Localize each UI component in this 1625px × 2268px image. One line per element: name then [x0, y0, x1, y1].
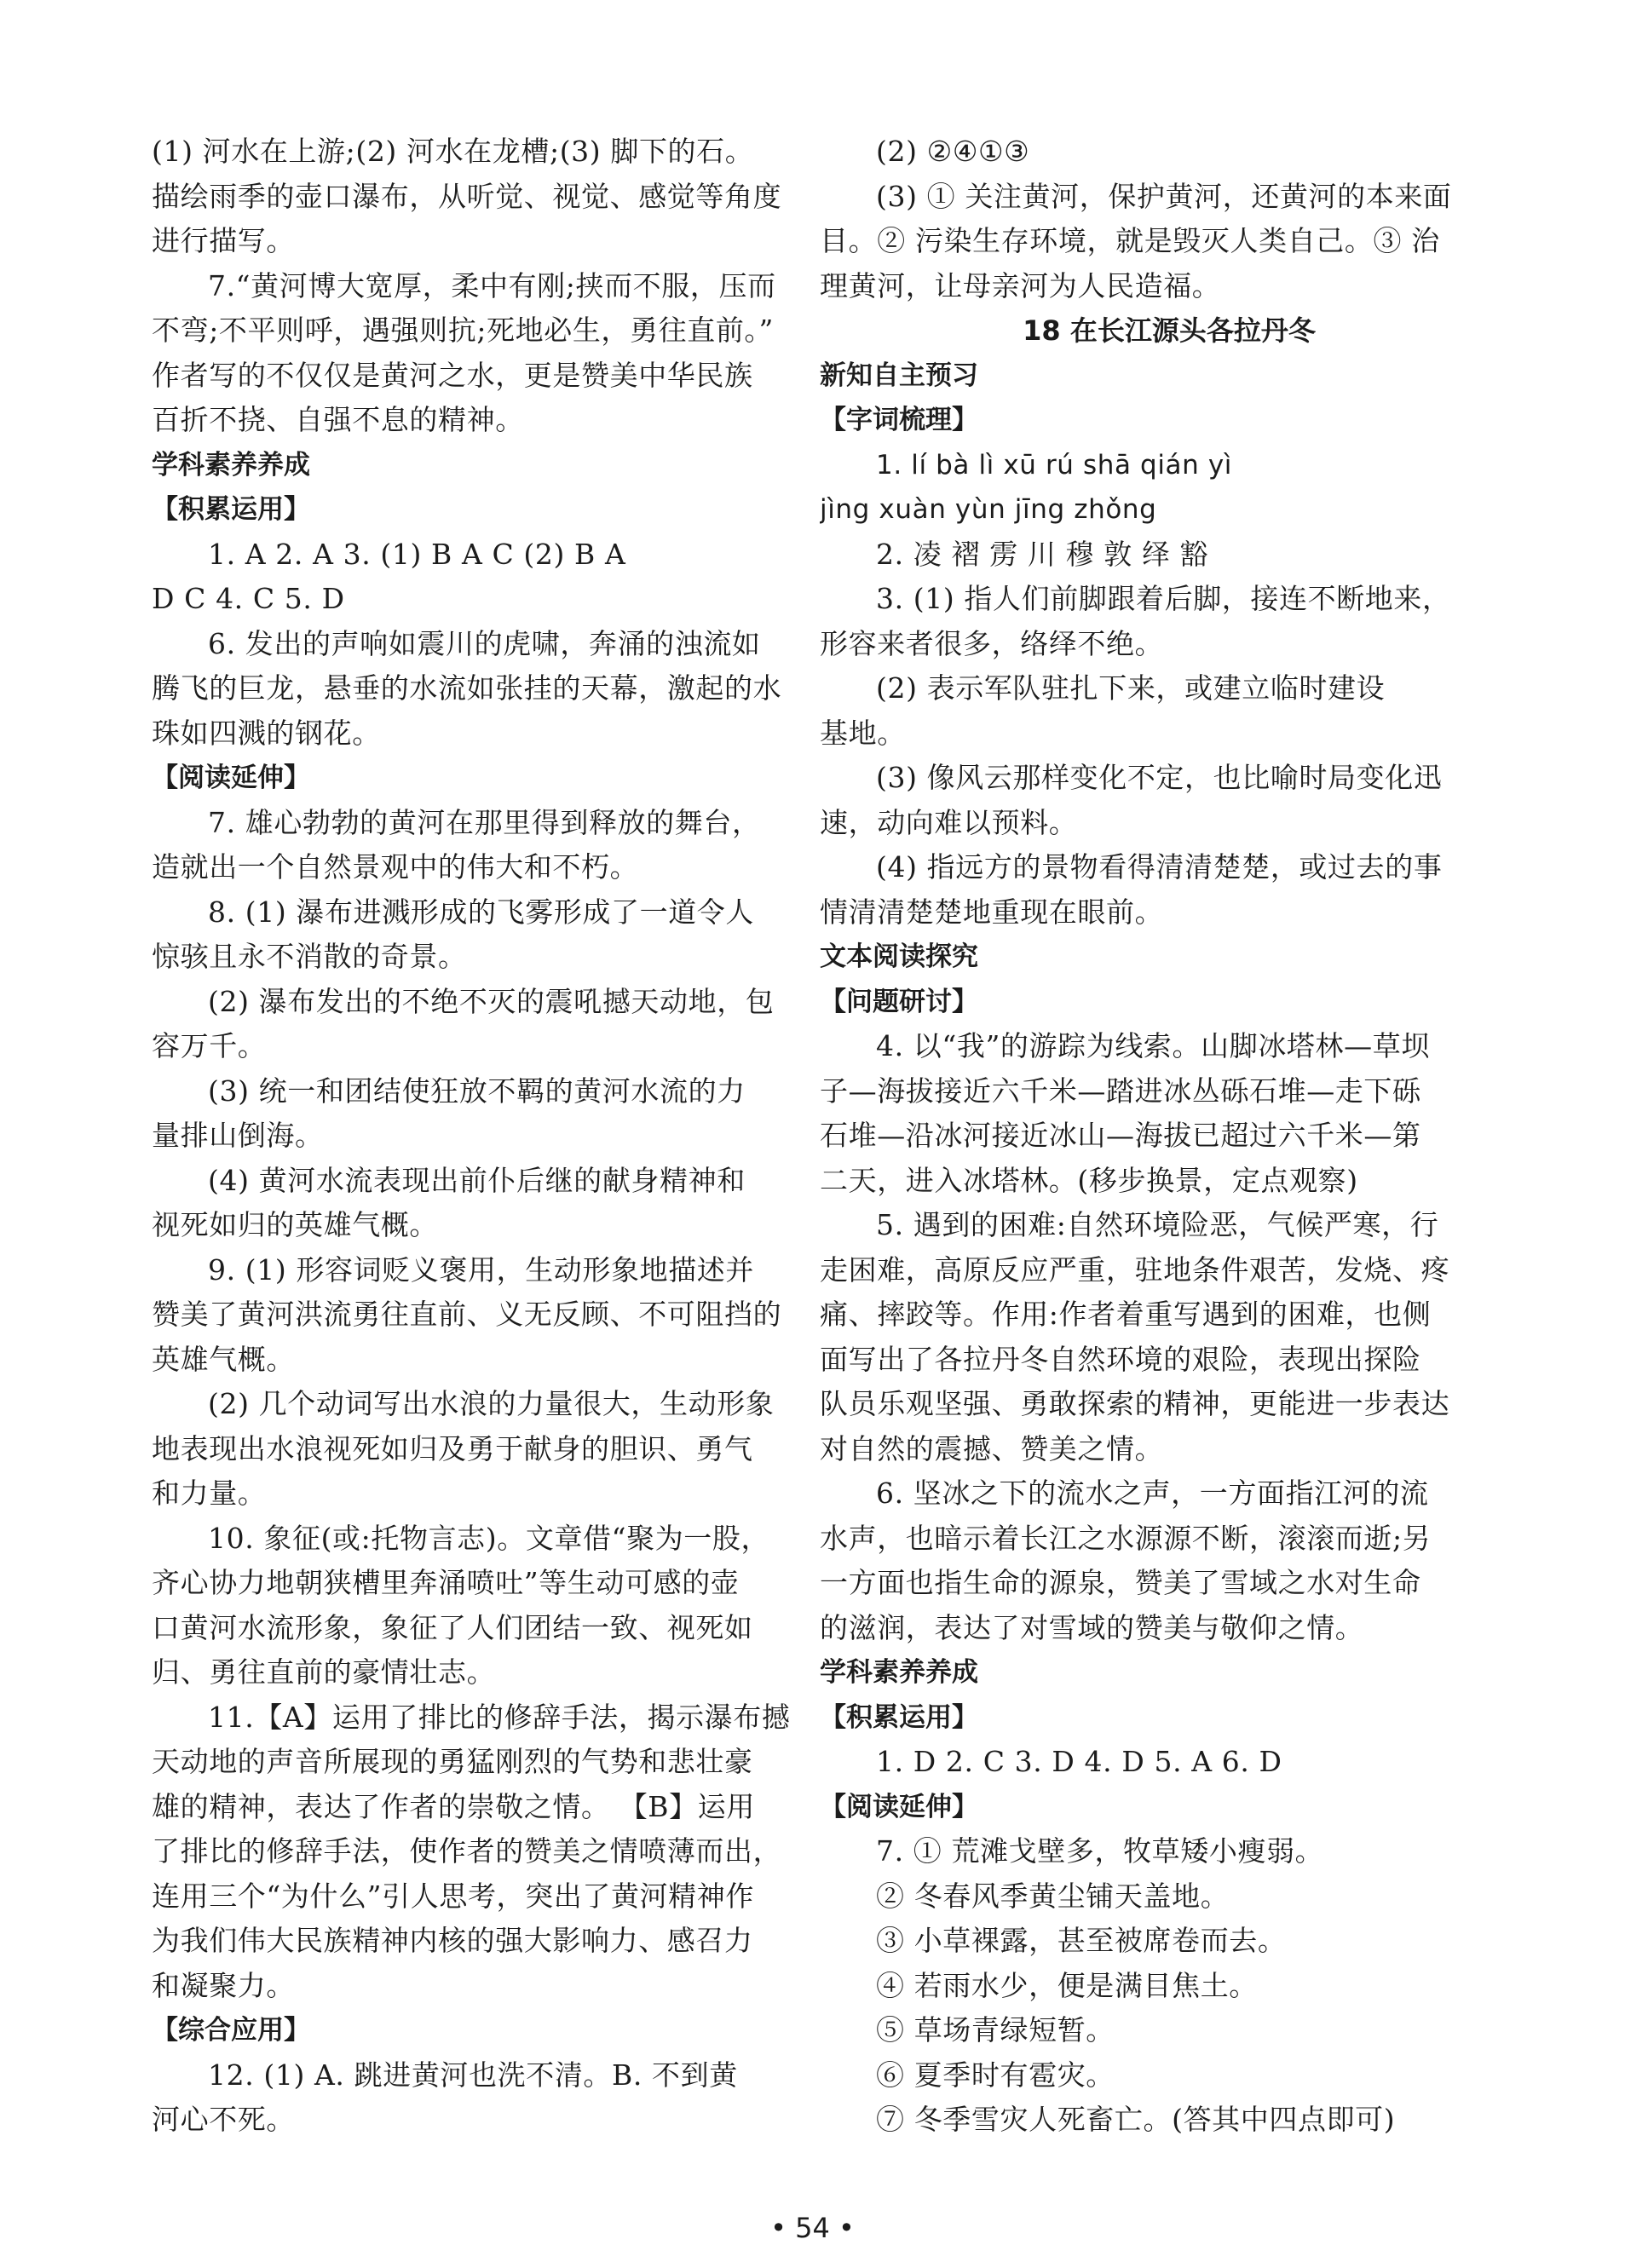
- right-text-line: 4. 以“我”的游踪为线索。山脚冰塔林—草坝: [876, 1029, 1430, 1062]
- left-text-line: 百折不挠、自强不息的精神。: [152, 403, 524, 436]
- right-text-line: 队员乐观坚强、勇敢探索的精神，更能进一步表达: [820, 1387, 1450, 1420]
- right-text-line: 理黄河，让母亲河为人民造福。: [820, 268, 1221, 302]
- left-text-line: 10. 象征(或:托物言志)。文章借“聚为一股，: [208, 1521, 770, 1555]
- left-text-line: 口黄河水流形象，象征了人们团结一致、视死如: [152, 1610, 753, 1644]
- left-text-line: 了排比的修辞手法，使作者的赞美之情喷薄而出，: [152, 1834, 782, 1868]
- right-text-line: 二天，进入冰塔林。(移步换景，定点观察): [820, 1163, 1358, 1197]
- left-column: [152, 130, 850, 2143]
- left-text-line: 不弯;不平则呼，遇强则抗;死地必生，勇往直前。”: [152, 314, 775, 347]
- left-text-line: 6. 发出的声响如震川的虎啸，奔涌的浊流如: [208, 626, 761, 660]
- right-text-line: 面写出了各拉丹冬自然环境的艰险，表现出探险: [820, 1342, 1421, 1376]
- left-text-line: (4) 黄河水流表现出前仆后继的献身精神和: [208, 1163, 746, 1197]
- lesson-title: 18 在长江源头各拉丹冬: [1023, 314, 1316, 347]
- right-text-line: 子—海拔接近六千米—踏进冰丛砾石堆—走下砾: [820, 1074, 1421, 1108]
- left-text-line: 7.“黄河博大宽厚，柔中有刚;挟而不服，压而: [208, 268, 776, 302]
- left-text-line: 连用三个“为什么”引人思考，突出了黄河精神作: [152, 1879, 754, 1913]
- left-text-line: 赞美了黄河洪流勇往直前、义无反顾、不可阻挡的: [152, 1298, 782, 1331]
- right-text-line: (2) 表示军队驻扎下来，或建立临时建设: [876, 671, 1386, 705]
- left-text-line: 1. A 2. A 3. (1) B A C (2) B A: [208, 537, 626, 571]
- left-text-line: 量排山倒海。: [152, 1119, 324, 1152]
- right-section-heading: 【阅读延伸】: [820, 1791, 978, 1822]
- right-text-line: 1. D 2. C 3. D 4. D 5. A 6. D: [876, 1745, 1282, 1778]
- right-text-line: 5. 遇到的困难:自然环境险恶，气候严寒，行: [876, 1208, 1439, 1241]
- right-text-line: 6. 坚冰之下的流水之声，一方面指江河的流: [876, 1477, 1429, 1510]
- left-text-line: 作者写的不仅仅是黄河之水，更是赞美中华民族: [152, 358, 753, 392]
- right-text-line: 对自然的震撼、赞美之情。: [820, 1431, 1164, 1465]
- left-text-line: (1) 河水在上游;(2) 河水在龙槽;(3) 脚下的石。: [152, 135, 754, 168]
- right-text-line: 的滋润，表达了对雪域的赞美与敬仰之情。: [820, 1610, 1364, 1644]
- left-text-line: 英雄气概。: [152, 1342, 295, 1376]
- right-text-line: 速，动向难以预料。: [820, 805, 1078, 839]
- right-text-line: ④ 若雨水少，便是满目焦土。: [876, 1968, 1258, 2002]
- right-section-heading: 【积累运用】: [820, 1701, 978, 1733]
- right-section-heading: 新知自主预习: [820, 360, 978, 391]
- right-text-line: ⑤ 草场青绿短暂。: [876, 2013, 1115, 2046]
- left-text-line: 珠如四溅的钢花。: [152, 716, 381, 750]
- right-text-line: (4) 指远方的景物看得清清楚楚，或过去的事: [876, 850, 1443, 884]
- left-text-line: (2) 瀑布发出的不绝不灭的震吼撼天动地，包: [208, 984, 775, 1018]
- left-text-line: 齐心协力地朝狭槽里奔涌喷吐”等生动可感的壶: [152, 1566, 740, 1599]
- right-column: [820, 130, 1518, 2143]
- right-text-line: ② 冬春风季黄尘铺天盖地。: [876, 1879, 1230, 1913]
- right-section-heading: 【字词梳理】: [820, 405, 978, 435]
- left-text-line: 归、勇往直前的豪情壮志。: [152, 1655, 496, 1689]
- left-section-heading: 【综合应用】: [152, 2015, 310, 2046]
- right-text-line: 1. lí bà lì xū rú shā qián yì: [876, 449, 1233, 481]
- left-text-line: 天动地的声音所展现的勇猛刚烈的气势和悲壮豪: [152, 1745, 753, 1778]
- left-text-line: 8. (1) 瀑布进溅形成的飞雾形成了一道令人: [208, 895, 755, 929]
- right-text-line: 水声，也暗示着长江之水源源不断，滚滚而逝;另: [820, 1521, 1432, 1555]
- right-text-line: 走困难，高原反应严重，驻地条件艰苦，发烧、疼: [820, 1252, 1450, 1287]
- right-text-line: 3. (1) 指人们前脚跟着后脚，接连不断地来，: [876, 582, 1451, 615]
- right-text-line: 石堆—沿冰河接近冰山—海拔已超过六千米—第: [820, 1119, 1421, 1152]
- left-text-line: 造就出一个自然景观中的伟大和不朽。: [152, 850, 639, 884]
- right-text-line: (3) 像风云那样变化不定，也比喻时局变化迅: [876, 761, 1443, 794]
- right-section-heading: 学科素养养成: [820, 1657, 978, 1688]
- left-text-line: 和凝聚力。: [152, 1968, 295, 2002]
- right-text-line: (2) ②④①③: [876, 135, 1030, 168]
- left-text-line: 和力量。: [152, 1477, 267, 1510]
- left-text-line: 河心不死。: [152, 2103, 295, 2136]
- right-text-line: 情清清楚楚地重现在眼前。: [820, 895, 1164, 929]
- right-text-line: ③ 小草裸露，甚至被席卷而去。: [876, 1924, 1287, 1957]
- left-text-line: 9. (1) 形容词贬义褒用，生动形象地描述并: [208, 1252, 755, 1287]
- right-text-line: 一方面也指生命的源泉，赞美了雪域之水对生命: [820, 1566, 1421, 1599]
- right-text-line: (3) ① 关注黄河，保护黄河，还黄河的本来面: [876, 179, 1452, 213]
- left-section-heading: 【积累运用】: [152, 494, 310, 525]
- left-text-line: 7. 雄心勃勃的黄河在那里得到释放的舞台，: [208, 805, 761, 839]
- left-text-line: 12. (1) A. 跳进黄河也洗不清。B. 不到黄: [208, 2058, 738, 2092]
- left-text-line: (2) 几个动词写出水浪的力量很大，生动形象: [208, 1387, 775, 1420]
- right-section-heading: 文本阅读探究: [820, 941, 978, 972]
- left-text-line: 为我们伟大民族精神内核的强大影响力、感召力: [152, 1924, 753, 1957]
- right-text-line: 2. 凌 褶 雳 川 穆 敦 绎 豁: [876, 537, 1209, 571]
- left-text-line: 视死如归的英雄气概。: [152, 1208, 438, 1241]
- right-text-line: 痛、摔跤等。作用:作者着重写遇到的困难，也侧: [820, 1298, 1432, 1331]
- left-text-line: (3) 统一和团结使狂放不羁的黄河水流的力: [208, 1074, 746, 1108]
- left-text-line: 雄的精神，表达了作者的崇敬之情。 【B】运用: [152, 1789, 755, 1823]
- page-number: • 54 •: [770, 2212, 855, 2244]
- left-text-line: D C 4. C 5. D: [152, 582, 345, 615]
- left-text-line: 描绘雨季的壶口瀑布，从听觉、视觉、感觉等角度: [152, 179, 782, 213]
- right-text-line: 形容来者很多，络绎不绝。: [820, 626, 1164, 660]
- right-section-heading: 【问题研讨】: [820, 986, 978, 1017]
- right-text-line: 基地。: [820, 716, 906, 750]
- right-text-line: jìng xuàn yùn jīng zhǒng: [820, 494, 1157, 525]
- left-section-heading: 【阅读延伸】: [152, 763, 310, 793]
- left-text-line: 进行描写。: [152, 224, 295, 257]
- left-text-line: 地表现出水浪视死如归及勇于献身的胆识、勇气: [152, 1431, 753, 1465]
- right-text-line: 目。② 污染生存环境，就是毁灭人类自己。③ 治: [820, 224, 1440, 257]
- right-text-line: ⑥ 夏季时有雹灾。: [876, 2058, 1115, 2092]
- left-text-line: 惊骇且永不消散的奇景。: [152, 940, 467, 973]
- left-text-line: 容万千。: [152, 1029, 267, 1062]
- left-text-line: 腾飞的巨龙，悬垂的水流如张挂的天幕，激起的水: [152, 671, 782, 705]
- left-text-line: 11.【A】运用了排比的修辞手法，揭示瀑布撼: [208, 1700, 791, 1734]
- right-text-line: ⑦ 冬季雪灾人死畜亡。(答其中四点即可): [876, 2103, 1396, 2136]
- right-text-line: 7. ① 荒滩戈壁多，牧草矮小瘦弱。: [876, 1834, 1324, 1868]
- left-section-heading: 学科素养养成: [152, 449, 310, 481]
